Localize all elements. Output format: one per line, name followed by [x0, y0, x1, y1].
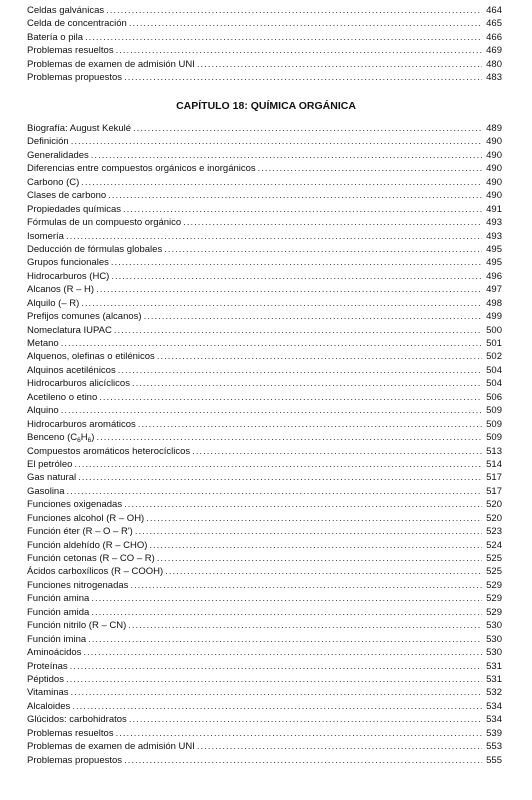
toc-entry [0, 619, 532, 632]
toc-entry-title: Problemas de examen de admisión UNI [27, 741, 195, 753]
dot-leader [81, 176, 482, 189]
dot-leader [157, 350, 482, 363]
toc-entry-page-number: 466 [486, 31, 502, 43]
toc-entry-page-number: 490 [486, 149, 502, 161]
toc-entry [0, 579, 532, 592]
toc-entry-page-number: 509 [486, 405, 502, 417]
dot-leader [128, 619, 482, 632]
dot-leader [81, 297, 482, 310]
toc-entry-page-number: 490 [486, 163, 502, 175]
dot-leader [183, 216, 482, 229]
toc-entry-title: Compuestos aromáticos heterocíclicos [27, 445, 191, 457]
toc-entry-title: Péptidos [27, 673, 64, 685]
toc-entry [0, 445, 532, 458]
dot-leader [99, 391, 482, 404]
dot-leader [197, 58, 482, 71]
toc-entry [0, 700, 532, 713]
dot-leader [61, 404, 482, 417]
toc-entry-title: Alcanos (R – H) [27, 284, 95, 296]
toc-entry [0, 660, 532, 673]
dot-leader [133, 122, 482, 135]
dot-leader [71, 135, 482, 148]
toc-entry-title: Función amina [27, 593, 90, 605]
toc-entry-title: Acetileno o etino [27, 391, 98, 403]
toc-entry-title: Gas natural [27, 472, 77, 484]
toc-entry-page-number: 523 [486, 526, 502, 538]
toc-entry-title: Isomería [27, 230, 64, 242]
dot-leader [91, 606, 482, 619]
toc-entry-title: Gasolina [27, 485, 65, 497]
toc-entry-page-number: 531 [486, 673, 502, 685]
dot-leader [146, 512, 482, 525]
dot-leader [135, 525, 482, 538]
toc-entry-page-number: 530 [486, 620, 502, 632]
toc-entry-page-number: 491 [486, 203, 502, 215]
toc-entry [0, 498, 532, 511]
toc-entry-title: Función aldehído (R – CHO) [27, 539, 148, 551]
dot-leader [129, 713, 482, 726]
dot-leader [258, 162, 482, 175]
toc-entry [0, 552, 532, 565]
toc-entry-title: Alquenos, olefinas o etilénicos [27, 351, 155, 363]
toc-entry-title: Metano [27, 338, 59, 349]
dot-leader [144, 310, 482, 323]
toc-entry-page-number: 501 [486, 338, 502, 349]
dot-leader [138, 418, 482, 431]
toc-entry-page-number: 525 [486, 566, 502, 578]
toc-entry-page-number: 483 [486, 72, 502, 84]
toc-entry-title: Prefijos comunes (alcanos) [27, 311, 142, 323]
toc-entry [0, 713, 532, 726]
toc-entry-page-number: 524 [486, 539, 502, 551]
toc-entry-title: Carbono (C) [27, 176, 80, 188]
toc-entry-page-number: 496 [486, 270, 502, 282]
toc-entry-title: Celdas galvánicas [27, 5, 105, 16]
dot-leader [96, 283, 482, 296]
toc-entry [0, 565, 532, 578]
toc-entry-page-number: 531 [486, 660, 502, 672]
toc-entry [0, 525, 532, 538]
toc-entry [0, 539, 532, 552]
toc-entry [0, 256, 532, 269]
dot-leader [149, 539, 482, 552]
toc-entry [0, 350, 532, 363]
toc-entry-page-number: 504 [486, 378, 502, 390]
toc-entry-title: Clases de carbono [27, 190, 107, 202]
toc-entry-page-number: 517 [486, 485, 502, 497]
toc-entry-title: Nomeclatura IUPAC [27, 324, 112, 336]
toc-entry-title: Aminoácidos [27, 647, 82, 659]
toc-entry-title: Grupos funcionales [27, 257, 109, 269]
dot-leader [88, 633, 482, 646]
toc-entry-page-number: 495 [486, 257, 502, 269]
toc-entry-title: Función imina [27, 633, 87, 645]
dot-leader [123, 203, 482, 216]
toc-entry-page-number: 504 [486, 364, 502, 376]
toc-entry-page-number: 509 [486, 418, 502, 430]
toc-entry-title: Definición [27, 136, 69, 148]
toc-entry-title: Benceno $(C_6H_6)$ [27, 432, 95, 445]
toc-entry-page-number: 534 [486, 714, 502, 726]
toc-entry-title: Alquino [27, 405, 59, 417]
dot-leader [164, 243, 482, 256]
toc-entry-page-number: 493 [486, 217, 502, 229]
dot-leader [111, 270, 482, 283]
chapter-heading: CAPÍTULO 18: QUÍMICA ORGÁNICA [176, 100, 356, 112]
dot-leader [72, 700, 482, 713]
dot-leader [71, 686, 482, 699]
toc-entry-title: Batería o pila [27, 31, 83, 43]
toc-entry-page-number: 534 [486, 700, 502, 712]
toc-entry [0, 135, 532, 148]
toc-entry [0, 404, 532, 417]
toc-entry-title: Hidrocarburos aromáticos [27, 418, 136, 430]
toc-entry-title: Hidrocarburos (HC) [27, 270, 110, 282]
toc-entry-title: Biografía: August Kekulé [27, 123, 132, 134]
toc-entry [0, 310, 532, 323]
dot-leader [66, 230, 482, 243]
toc-entry [0, 592, 532, 605]
toc-entry-page-number: 525 [486, 553, 502, 564]
dot-leader [118, 364, 482, 377]
toc-entry-page-number: 509 [486, 432, 502, 444]
toc-entry-page-number: 555 [486, 754, 502, 766]
toc-entry [0, 31, 532, 44]
dot-leader [83, 646, 482, 659]
dot-leader [124, 754, 482, 767]
dot-leader [96, 431, 482, 444]
toc-entry-title: Función amida [27, 606, 90, 618]
toc-entry [0, 740, 532, 753]
toc-entry-page-number: 480 [486, 58, 502, 70]
toc-entry [0, 162, 532, 175]
dot-leader [70, 660, 482, 673]
dot-leader [116, 44, 482, 57]
dot-leader [78, 471, 482, 484]
toc-entry-title: Funciones nitrogenadas [27, 579, 129, 591]
toc-entry [0, 364, 532, 377]
dot-leader [74, 458, 482, 471]
toc-entry [0, 673, 532, 686]
toc-entry-title: Alquilo (– R) [27, 297, 80, 309]
toc-entry-page-number: 529 [486, 593, 502, 605]
toc-entry [0, 44, 532, 57]
toc-entry-title: Función cetonas (R – CO – R) [27, 553, 155, 564]
toc-entry-page-number: 502 [486, 351, 502, 363]
toc-entry-title: Problemas de examen de admisión UNI [27, 58, 195, 70]
toc-entry-title: Deducción de fórmulas globales [27, 243, 163, 255]
toc-entry-page-number: 464 [486, 5, 502, 16]
dot-leader [124, 498, 482, 511]
toc-entry-page-number: 500 [486, 324, 502, 336]
dot-leader [165, 565, 482, 578]
toc-entry [0, 686, 532, 699]
dot-leader [124, 71, 482, 84]
toc-entry-page-number: 490 [486, 136, 502, 148]
toc-entry-page-number: 520 [486, 499, 502, 511]
toc-entry [0, 377, 532, 390]
toc-entry [0, 283, 532, 296]
toc-entry-page-number: 529 [486, 606, 502, 618]
toc-entry-title: Funciones alcohol (R – OH) [27, 512, 145, 524]
toc-entry-title: Fórmulas de un compuesto orgánico [27, 217, 182, 229]
dot-leader [85, 31, 482, 44]
toc-entry [0, 754, 532, 767]
toc-entry [0, 512, 532, 525]
dot-leader [129, 17, 482, 30]
toc-entry [0, 633, 532, 646]
toc-entry-title: Problemas propuestos [27, 754, 123, 766]
toc-entry [0, 243, 532, 256]
toc-entry-page-number: 513 [486, 445, 502, 457]
toc-entry-title: Ácidos carboxílicos (R – COOH) [27, 566, 164, 578]
dot-leader [111, 256, 482, 269]
toc-entry [0, 58, 532, 71]
toc-entry [0, 297, 532, 310]
toc-entry-page-number: 530 [486, 647, 502, 659]
dot-leader [61, 337, 482, 350]
toc-entry-title: Problemas propuestos [27, 72, 123, 84]
toc-entry [0, 270, 532, 283]
toc-entry-page-number: 553 [486, 741, 502, 753]
toc-entry [0, 485, 532, 498]
dot-leader [114, 324, 482, 337]
toc-entry-title: El petróleo [27, 458, 73, 470]
toc-entry [0, 122, 532, 135]
toc-entry [0, 458, 532, 471]
dot-leader [132, 377, 482, 390]
toc-entry [0, 176, 532, 189]
toc-entry-page-number: 490 [486, 190, 502, 202]
toc-entry [0, 337, 532, 350]
toc-entry-page-number: 517 [486, 472, 502, 484]
toc-entry-title: Hidrocarburos alicíclicos [27, 378, 130, 390]
dot-leader [66, 673, 482, 686]
toc-entry [0, 606, 532, 619]
toc-section-chapter-18 [0, 122, 532, 767]
toc-entry [0, 418, 532, 431]
toc-entry [0, 203, 532, 216]
dot-leader [91, 592, 482, 605]
toc-entry [0, 71, 532, 84]
toc-entry-page-number: 499 [486, 311, 502, 323]
toc-entry-title: Generalidades [27, 149, 89, 161]
toc-entry [0, 189, 532, 202]
toc-entry-page-number: 539 [486, 727, 502, 739]
toc-section-previous-chapter [0, 4, 532, 85]
toc-entry [0, 216, 532, 229]
dot-leader [116, 727, 482, 740]
toc-entry [0, 431, 532, 444]
toc-entry-page-number: 465 [486, 18, 502, 30]
toc-entry-page-number: 469 [486, 45, 502, 57]
toc-entry-title: Proteínas [27, 660, 68, 672]
toc-entry [0, 230, 532, 243]
toc-entry-page-number: 497 [486, 284, 502, 296]
dot-leader [91, 149, 482, 162]
toc-entry-title: Glúcidos: carbohidratos [27, 714, 127, 726]
dot-leader [108, 189, 482, 202]
dot-leader [130, 579, 482, 592]
toc-entry-page-number: 493 [486, 230, 502, 242]
dot-leader [106, 4, 482, 17]
toc-entry-title: Problemas resueltos [27, 727, 114, 739]
dot-leader [197, 740, 482, 753]
toc-entry-page-number: 532 [486, 687, 502, 699]
dot-leader [67, 485, 483, 498]
toc-entry [0, 727, 532, 740]
toc-entry-page-number: 529 [486, 579, 502, 591]
toc-entry-page-number: 514 [486, 458, 502, 470]
toc-entry-page-number: 495 [486, 243, 502, 255]
toc-entry-title: Celda de concentración [27, 18, 127, 30]
toc-entry-page-number: 506 [486, 391, 502, 403]
toc-entry-title: Vitaminas [27, 687, 69, 699]
toc-entry-page-number: 489 [486, 123, 502, 134]
toc-entry [0, 4, 532, 17]
toc-entry-title: Alcaloides [27, 700, 71, 712]
toc-entry [0, 324, 532, 337]
toc-entry-page-number: 530 [486, 633, 502, 645]
dot-leader [157, 552, 482, 565]
toc-entry-title: Función éter (R – O – R') [27, 526, 133, 538]
toc-entry [0, 391, 532, 404]
toc-entry-title: Propiedades químicas [27, 203, 121, 215]
toc-entry [0, 471, 532, 484]
toc-entry-title: Problemas resueltos [27, 45, 114, 57]
dot-leader [192, 445, 482, 458]
toc-entry [0, 149, 532, 162]
toc-entry-title: Funciones oxigenadas [27, 499, 123, 511]
toc-entry-title: Diferencias entre compuestos orgánicos e inorgánicos [27, 163, 256, 175]
toc-entry-page-number: 490 [486, 176, 502, 188]
toc-entry [0, 646, 532, 659]
toc-entry-title: Alquinos acetilénicos [27, 364, 116, 376]
toc-entry-page-number: 520 [486, 512, 502, 524]
toc-entry-title: Función nitrilo (R – CN) [27, 620, 127, 632]
toc-entry-page-number: 498 [486, 297, 502, 309]
toc-entry [0, 17, 532, 30]
